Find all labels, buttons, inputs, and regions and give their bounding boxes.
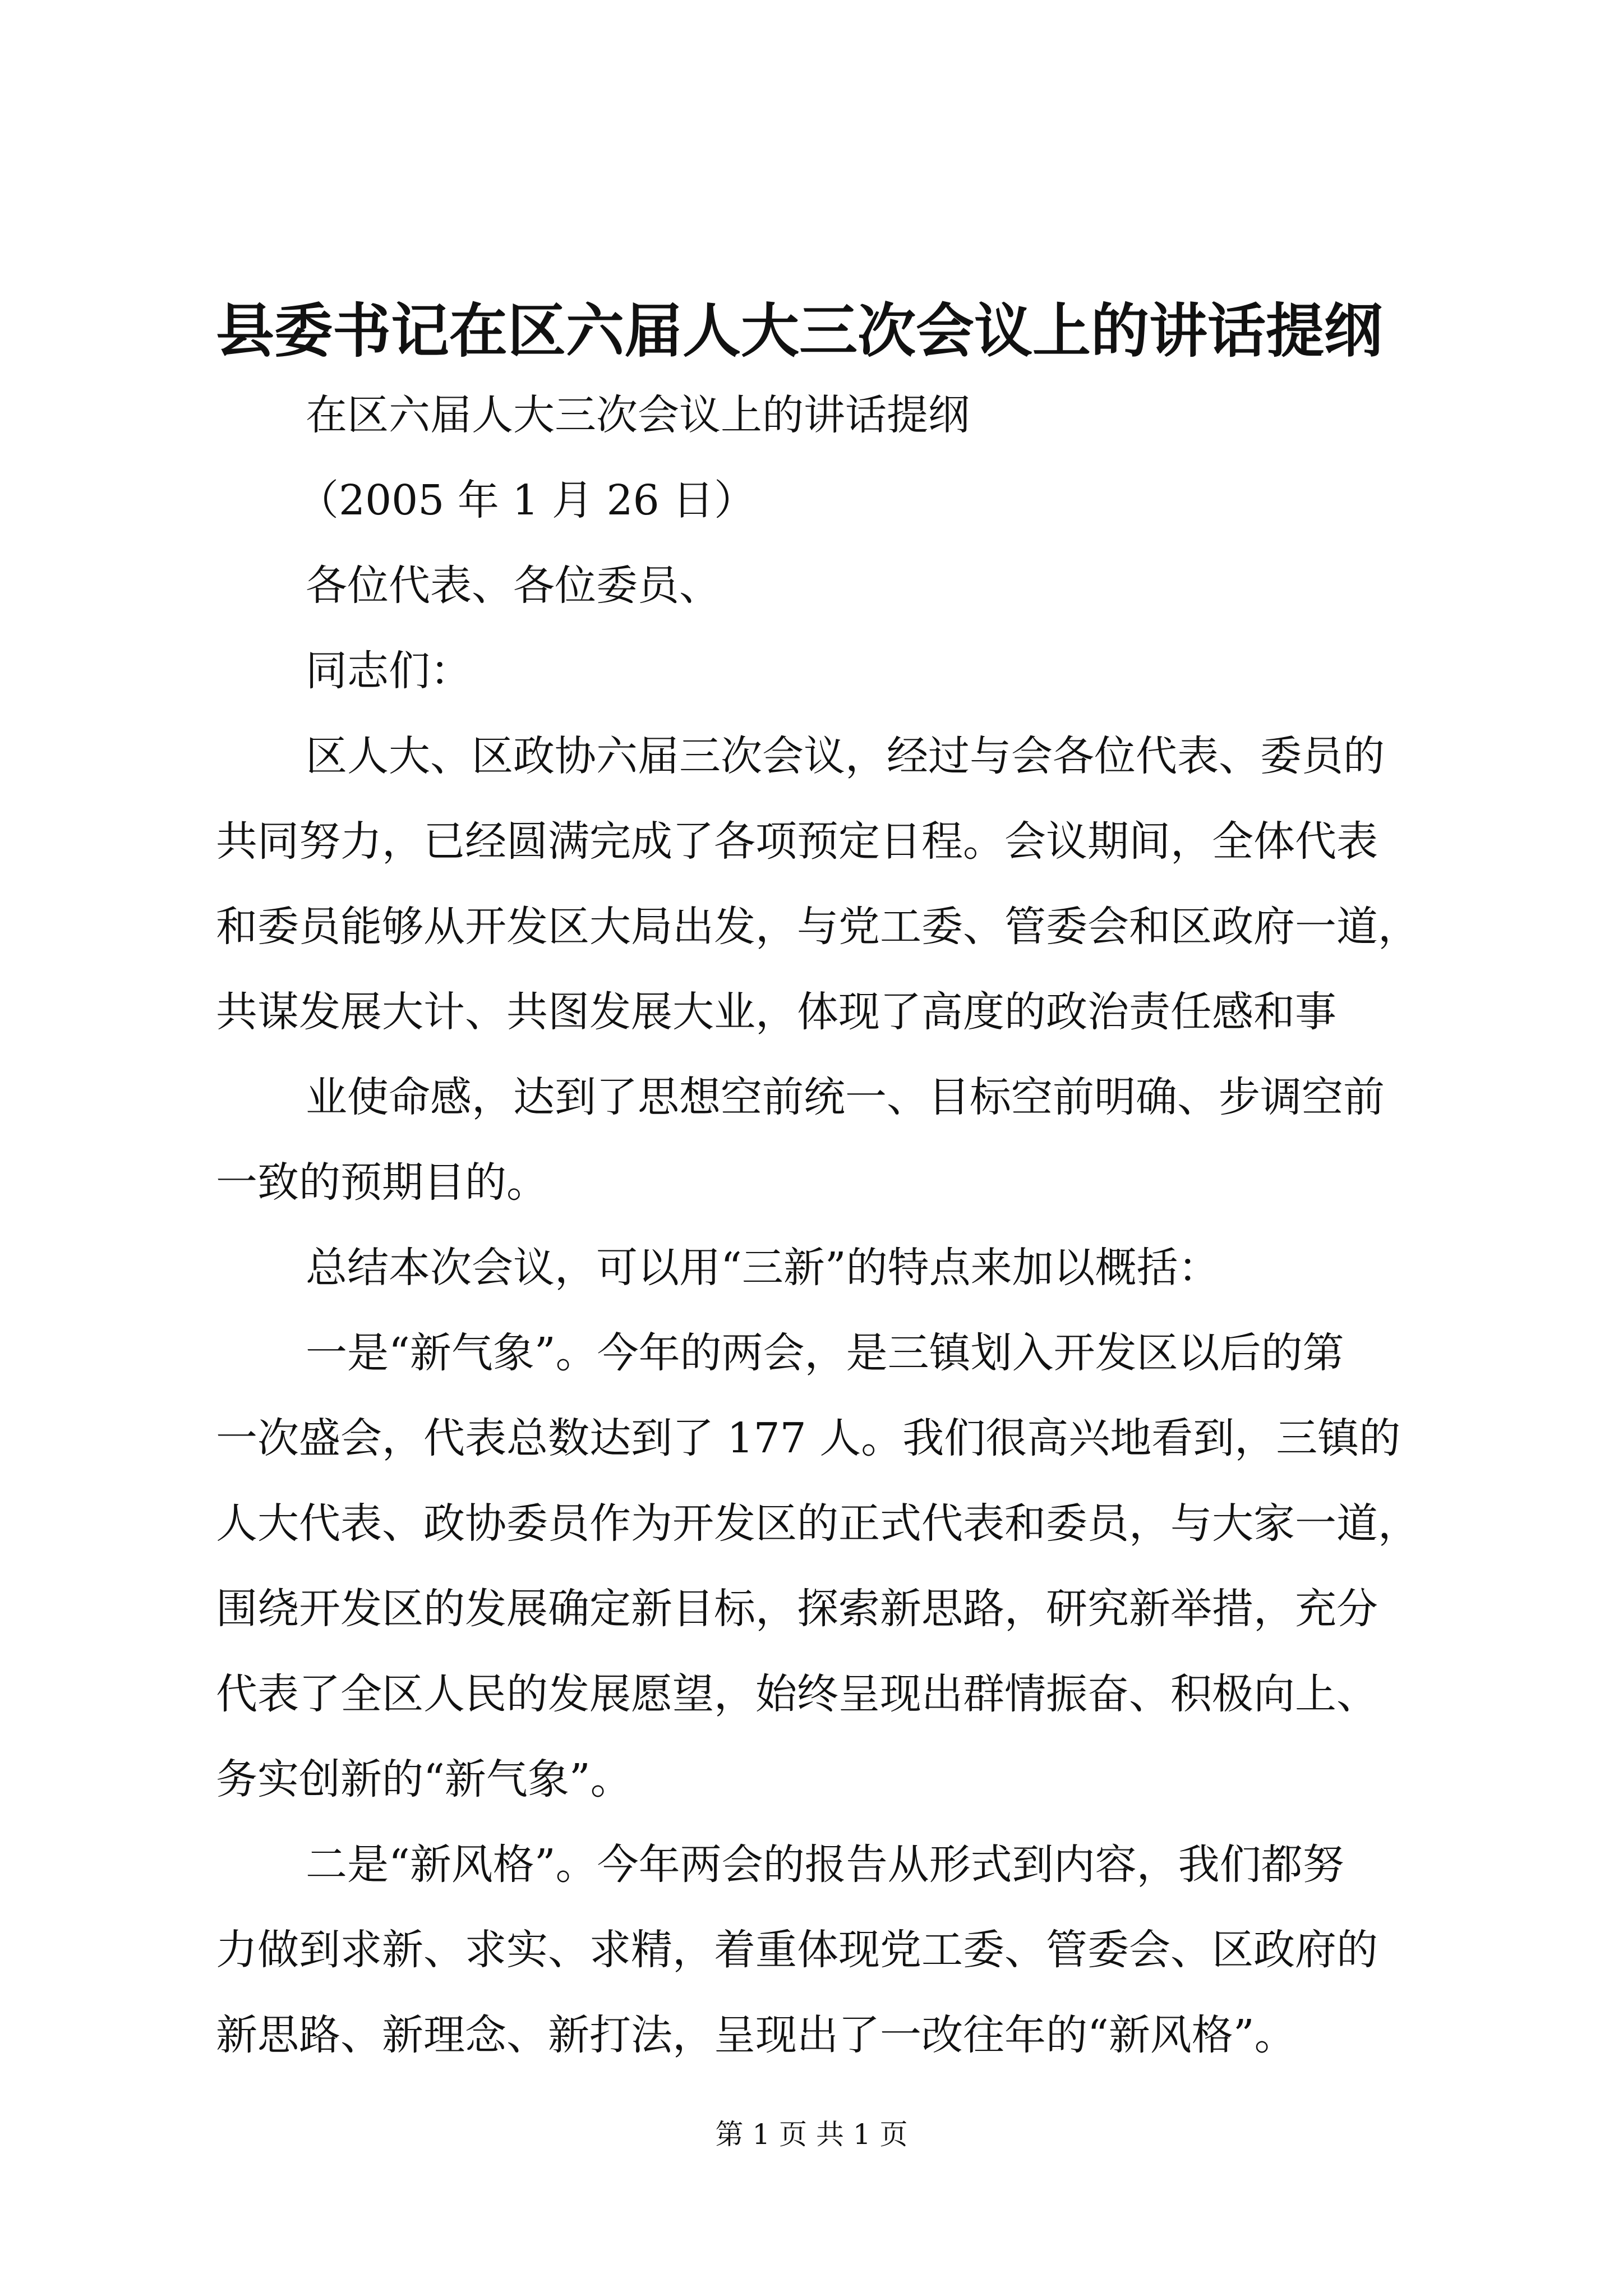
body-line: 和委员能够从开发区大局出发，与党工委、管委会和区政府一道，: [216, 903, 1419, 951]
body-line: 一次盛会，代表总数达到了 177 人。我们很高兴地看到，三镇的: [216, 1414, 1401, 1462]
body-line: 一致的预期目的。: [216, 1158, 548, 1207]
subtitle-line: 在区六届人大三次会议上的讲话提纲: [306, 391, 970, 439]
body-line: 二是“新风格”。今年两会的报告从形式到内容，我们都努: [306, 1841, 1344, 1889]
date-line: （2005 年 1 月 26 日）: [297, 476, 756, 524]
salutation-line: 各位代表、各位委员、: [306, 562, 721, 610]
body-line: 总结本次会议，可以用“三新”的特点来加以概括：: [306, 1244, 1220, 1292]
body-line: 区人大、区政协六届三次会议，经过与会各位代表、委员的: [306, 732, 1385, 780]
body-line: 代表了全区人民的发展愿望，始终呈现出群情振奋、积极向上、: [216, 1670, 1378, 1718]
body-line: 一是“新气象”。今年的两会，是三镇划入开发区以后的第: [306, 1329, 1344, 1377]
body-line: 力做到求新、求实、求精，着重体现党工委、管委会、区政府的: [216, 1926, 1378, 1974]
body-line: 共同努力，已经圆满完成了各项预定日程。会议期间，全体代表: [216, 817, 1378, 866]
body-line: 围绕开发区的发展确定新目标，探索新思路，研究新举措，充分: [216, 1585, 1378, 1633]
body-line: 共谋发展大计、共图发展大业，体现了高度的政治责任感和事: [216, 988, 1336, 1036]
body-line: 务实创新的“新气象”。: [216, 1755, 632, 1803]
body-line: 新思路、新理念、新打法，呈现出了一改往年的“新风格”。: [216, 2011, 1296, 2059]
page-footer: 第 1 页 共 1 页: [715, 2118, 908, 2151]
body-line: 业使命感，达到了思想空前统一、目标空前明确、步调空前: [306, 1073, 1385, 1121]
salutation-line: 同志们：: [306, 647, 472, 695]
body-line: 人大代表、政协委员作为开发区的正式代表和委员，与大家一道，: [216, 1499, 1419, 1548]
document-title: 县委书记在区六届人大三次会议上的讲话提纲: [216, 296, 1383, 365]
